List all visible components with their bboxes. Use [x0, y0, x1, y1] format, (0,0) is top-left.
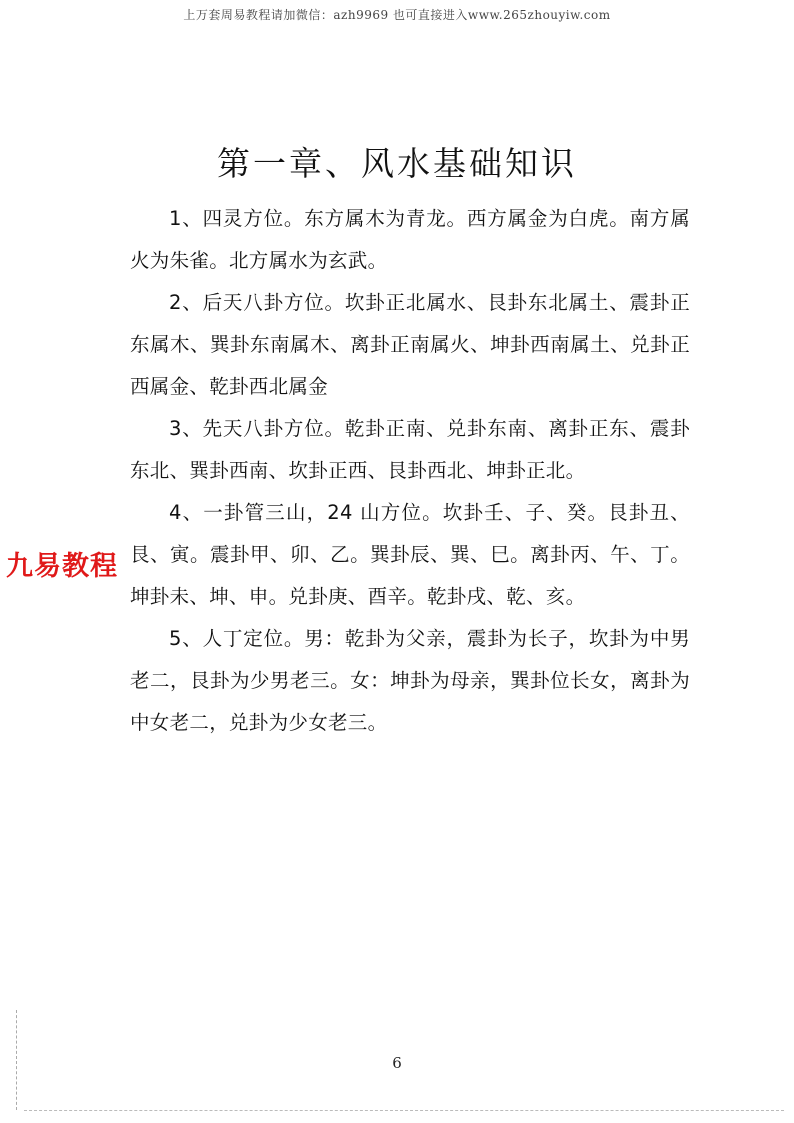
header-promo-note: 上万套周易教程请加微信：azh9969 也可直接进入www.265zhouyiw.com	[183, 8, 611, 22]
scan-edge-bottom	[24, 1110, 784, 1111]
watermark-logo: 九易教程	[6, 551, 118, 582]
paragraph-24-mountains: 4、一卦管三山，24 山方位。坎卦壬、子、癸。艮卦丑、艮、寅。震卦甲、卯、乙。巽卦辰、巽、巳。离卦丙、午、丁。坤卦未、坤、申。兑卦庚、酉辛。乾卦戌、乾、亥。	[130, 501, 690, 608]
chapter-title: 第一章、风水基础知识	[217, 144, 577, 183]
paragraph-earlier-heaven-bagua: 3、先天八卦方位。乾卦正南、兑卦东南、离卦正东、震卦东北、巽卦西南、坎卦正西、艮卦西北、坤卦正北。	[130, 417, 690, 482]
paragraph-later-heaven-bagua: 2、后天八卦方位。坎卦正北属水、艮卦东北属土、震卦正东属木、巽卦东南属木、离卦正南属火、坤卦西南属土、兑卦正西属金、乾卦西北属金	[130, 291, 690, 398]
paragraph-four-spirits: 1、四灵方位。东方属木为青龙。西方属金为白虎。南方属火为朱雀。北方属水为玄武。	[130, 207, 690, 272]
scan-edge-left	[16, 1010, 17, 1110]
paragraph-family-positions: 5、人丁定位。男：乾卦为父亲，震卦为长子，坎卦为中男老二，艮卦为少男老三。女：坤卦为母亲，巽卦位长女，离卦为中女老二，兑卦为少女老三。	[130, 627, 690, 734]
body-text	[130, 198, 690, 744]
page-number: 6	[392, 1054, 402, 1072]
